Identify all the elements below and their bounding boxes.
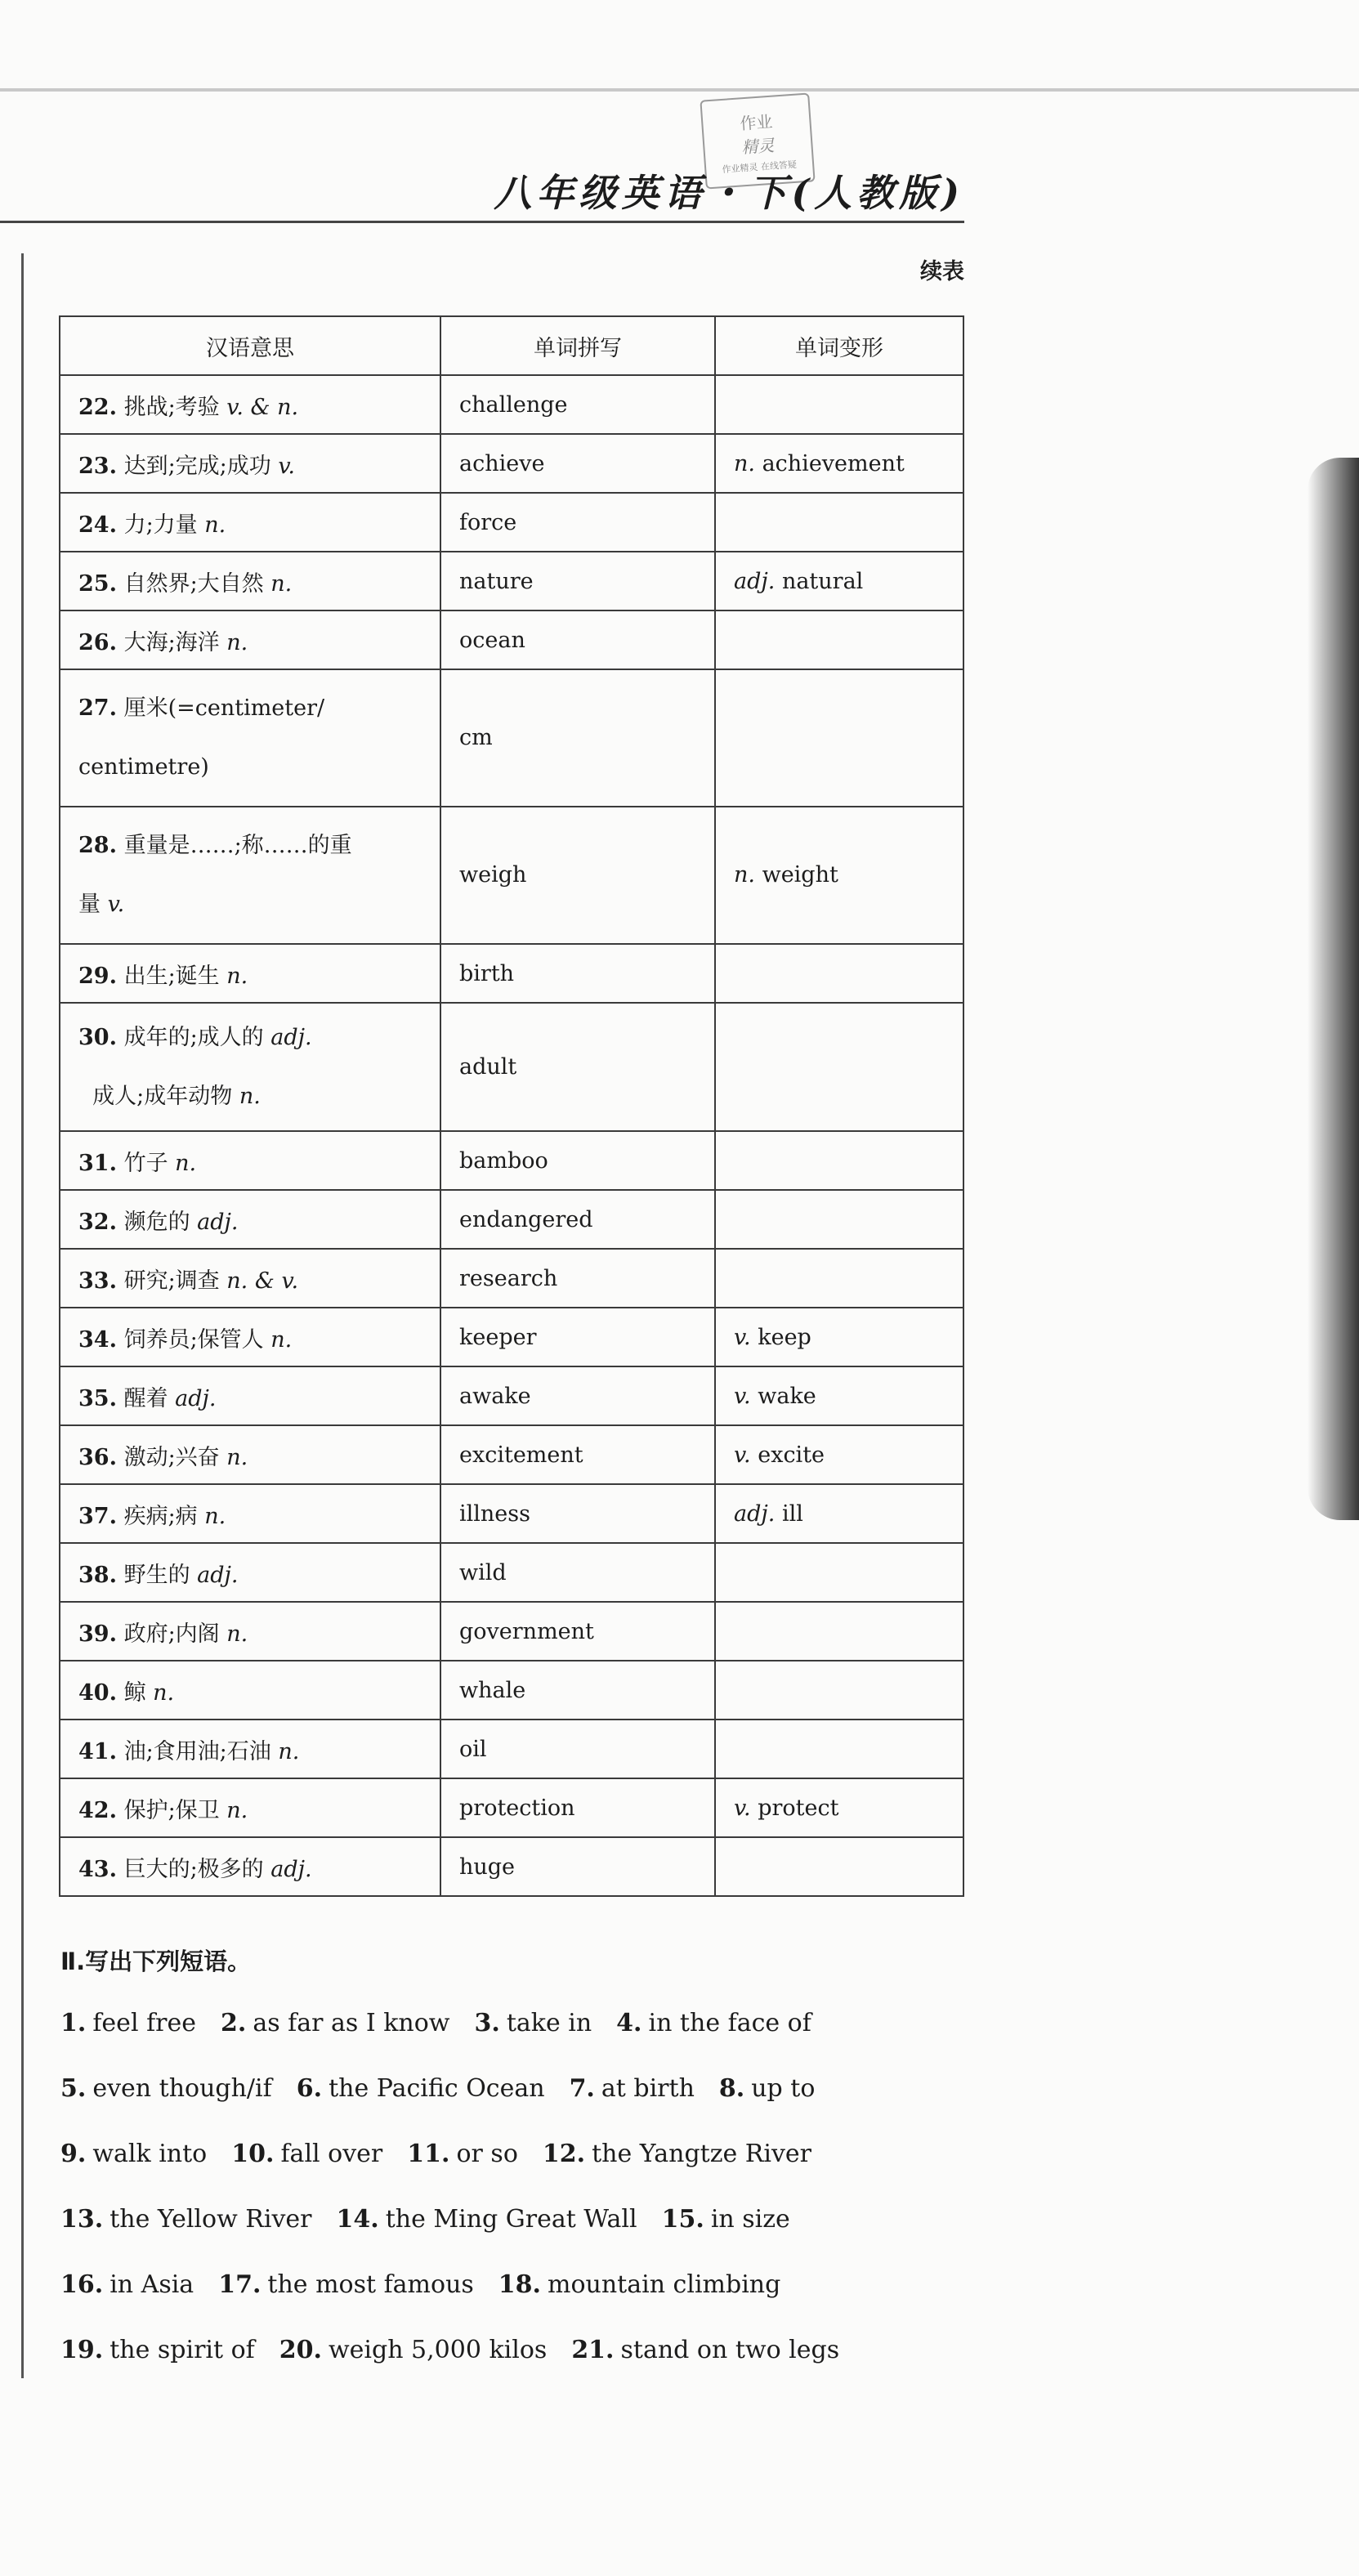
word-form: natural bbox=[781, 568, 864, 594]
phrase-number: 1. bbox=[60, 2009, 87, 2037]
chinese-meaning: 重量是……;称……的重 bbox=[123, 833, 352, 858]
phrase-text: the Ming Great Wall bbox=[385, 2205, 637, 2234]
meaning-cell bbox=[60, 1778, 440, 1837]
part-of-speech: n. bbox=[270, 570, 293, 597]
phrase-text: take in bbox=[506, 2009, 592, 2037]
phrase-number: 9. bbox=[60, 2140, 87, 2168]
part-of-speech: n. bbox=[278, 1738, 300, 1764]
phrase-item bbox=[221, 2009, 449, 2037]
phrase-number: 19. bbox=[60, 2336, 104, 2364]
chinese-meaning-cont: 量 bbox=[78, 892, 101, 917]
phrase-item bbox=[60, 2205, 312, 2234]
item-number: 23. bbox=[78, 453, 117, 479]
table-row bbox=[60, 1543, 963, 1602]
chinese-meaning: 出生;诞生 bbox=[123, 963, 220, 989]
form-part-of-speech: v. bbox=[734, 1442, 751, 1468]
table-row bbox=[60, 1661, 963, 1720]
chinese-meaning: 自然界;大自然 bbox=[123, 570, 264, 597]
phrase-item bbox=[543, 2140, 811, 2168]
left-margin-rule bbox=[21, 253, 24, 2378]
word-form-cell bbox=[715, 1366, 963, 1425]
meaning-cell bbox=[60, 669, 440, 807]
part-of-speech: adj. bbox=[197, 1209, 239, 1235]
table-row bbox=[60, 610, 963, 669]
item-number: 43. bbox=[78, 1856, 117, 1882]
chinese-meaning: 政府;内阁 bbox=[123, 1621, 220, 1647]
word-form-cell bbox=[715, 434, 963, 493]
phrase-item bbox=[60, 2270, 194, 2299]
phrase-number: 3. bbox=[474, 2009, 500, 2037]
phrase-number: 17. bbox=[218, 2270, 262, 2299]
meaning-cell bbox=[60, 552, 440, 610]
table-row bbox=[60, 1837, 963, 1896]
item-number: 40. bbox=[78, 1679, 117, 1706]
word-spelling-cell: achieve bbox=[440, 434, 715, 493]
chinese-meaning: 激动;兴奋 bbox=[123, 1444, 220, 1470]
phrase-number: 12. bbox=[542, 2140, 586, 2168]
phrase-text: the Yellow River bbox=[110, 2205, 312, 2234]
item-number: 25. bbox=[78, 570, 117, 597]
chinese-meaning: 大海;海洋 bbox=[123, 629, 220, 655]
chinese-meaning: 达到;完成;成功 bbox=[123, 453, 271, 479]
meaning-cell bbox=[60, 375, 440, 434]
phrase-text: the Pacific Ocean bbox=[329, 2074, 545, 2103]
word-spelling-cell: nature bbox=[440, 552, 715, 610]
form-part-of-speech: adj. bbox=[734, 1500, 776, 1527]
phrase-line bbox=[60, 2122, 968, 2187]
word-form-cell bbox=[715, 1131, 963, 1190]
phrase-text: mountain climbing bbox=[548, 2270, 781, 2299]
word-form-cell bbox=[715, 807, 963, 944]
chinese-meaning: 力;力量 bbox=[123, 512, 198, 538]
phrase-number: 13. bbox=[60, 2205, 104, 2234]
phrase-text: fall over bbox=[280, 2140, 383, 2168]
word-form-cell bbox=[715, 1543, 963, 1602]
phrase-number: 11. bbox=[407, 2140, 450, 2168]
chinese-meaning: 竹子 bbox=[123, 1150, 168, 1176]
form-part-of-speech: n. bbox=[734, 450, 755, 476]
phrase-line bbox=[60, 2318, 968, 2383]
meaning-cell bbox=[60, 807, 440, 944]
part-of-speech: adj. bbox=[270, 1024, 312, 1050]
item-number: 33. bbox=[78, 1268, 117, 1294]
phrase-number: 14. bbox=[336, 2205, 379, 2234]
chinese-meaning: 巨大的;极多的 bbox=[123, 1856, 264, 1882]
part-of-speech: n. bbox=[204, 1503, 226, 1529]
table-row bbox=[60, 1131, 963, 1190]
table-row bbox=[60, 944, 963, 1003]
phrase-number: 18. bbox=[498, 2270, 541, 2299]
word-form-cell bbox=[715, 1602, 963, 1661]
phrase-text: the spirit of bbox=[110, 2336, 255, 2364]
item-number: 22. bbox=[78, 394, 117, 420]
part-of-speech: n. bbox=[226, 1444, 248, 1470]
table-row bbox=[60, 493, 963, 552]
part-of-speech: n. bbox=[226, 963, 248, 989]
vocabulary-table bbox=[59, 315, 964, 1897]
part-of-speech: adj. bbox=[175, 1385, 217, 1411]
phrase-item bbox=[231, 2140, 382, 2168]
table-row bbox=[60, 1425, 963, 1484]
item-number: 29. bbox=[78, 963, 117, 989]
table-row bbox=[60, 375, 963, 434]
word-spelling-cell: research bbox=[440, 1249, 715, 1308]
part-of-speech: n. bbox=[175, 1150, 197, 1176]
table-row bbox=[60, 669, 963, 807]
meaning-cell bbox=[60, 1484, 440, 1543]
table-row bbox=[60, 1190, 963, 1249]
phrase-item bbox=[297, 2074, 545, 2103]
phrase-item bbox=[337, 2205, 637, 2234]
phrase-text: feel free bbox=[92, 2009, 197, 2037]
chinese-meaning: 醒着 bbox=[123, 1385, 168, 1411]
phrase-text: in Asia bbox=[110, 2270, 194, 2299]
word-form-cell bbox=[715, 375, 963, 434]
chinese-meaning: 成年的;成人的 bbox=[123, 1024, 264, 1050]
item-number: 42. bbox=[78, 1797, 117, 1823]
phrase-text: up to bbox=[751, 2074, 816, 2103]
phrase-text: walk into bbox=[92, 2140, 208, 2168]
chinese-meaning: 鲸 bbox=[123, 1679, 146, 1706]
phrase-item bbox=[498, 2270, 781, 2299]
word-spelling-cell: ocean bbox=[440, 610, 715, 669]
phrase-text: or so bbox=[456, 2140, 518, 2168]
word-spelling-cell: challenge bbox=[440, 375, 715, 434]
phrase-item bbox=[60, 2074, 272, 2103]
phrase-line bbox=[60, 2187, 968, 2252]
word-form-cell bbox=[715, 944, 963, 1003]
item-number: 34. bbox=[78, 1326, 117, 1353]
phrase-line bbox=[60, 1991, 968, 2056]
word-spelling-cell: force bbox=[440, 493, 715, 552]
phrase-text: at birth bbox=[601, 2074, 695, 2103]
table-row bbox=[60, 807, 963, 944]
phrase-item bbox=[218, 2270, 474, 2299]
word-form: wake bbox=[758, 1383, 816, 1409]
stamp-line-3: 作业精灵 在线答疑 bbox=[722, 159, 798, 175]
item-number: 28. bbox=[78, 833, 117, 858]
phrase-number: 6. bbox=[296, 2074, 323, 2103]
part-of-speech: adj. bbox=[270, 1856, 312, 1882]
phrase-item bbox=[719, 2074, 816, 2103]
form-part-of-speech: adj. bbox=[734, 568, 776, 594]
part-of-speech: n. bbox=[153, 1679, 175, 1706]
part-of-speech: n. bbox=[226, 1797, 248, 1823]
word-spelling-cell: protection bbox=[440, 1778, 715, 1837]
table-row bbox=[60, 1720, 963, 1778]
word-spelling-cell: oil bbox=[440, 1720, 715, 1778]
part-of-speech: adj. bbox=[197, 1562, 239, 1588]
word-form-cell bbox=[715, 1308, 963, 1366]
chinese-meaning-2: 成人;成年动物 bbox=[92, 1083, 233, 1109]
phrase-number: 5. bbox=[60, 2074, 87, 2103]
phrase-number: 10. bbox=[231, 2140, 275, 2168]
phrase-item bbox=[60, 2140, 207, 2168]
part-of-speech: n. & v. bbox=[226, 1268, 299, 1294]
phrase-number: 15. bbox=[661, 2205, 704, 2234]
meaning-cell bbox=[60, 1720, 440, 1778]
item-number: 39. bbox=[78, 1621, 117, 1647]
header-word-form: 单词变形 bbox=[715, 316, 963, 375]
phrase-item bbox=[570, 2074, 695, 2103]
meaning-cell bbox=[60, 610, 440, 669]
table-row bbox=[60, 1602, 963, 1661]
word-form-cell bbox=[715, 1661, 963, 1720]
phrase-answers bbox=[60, 1991, 968, 2383]
word-form: achievement bbox=[762, 450, 905, 476]
item-number: 27. bbox=[78, 695, 117, 721]
scan-edge-shadow bbox=[1308, 458, 1359, 1520]
part-of-speech: n. bbox=[226, 629, 248, 655]
word-spelling-cell: wild bbox=[440, 1543, 715, 1602]
table-row bbox=[60, 1003, 963, 1131]
meaning-cell bbox=[60, 1249, 440, 1308]
word-form: keep bbox=[758, 1324, 811, 1350]
word-form: weight bbox=[762, 862, 838, 888]
item-number: 24. bbox=[78, 512, 117, 538]
word-spelling-cell: birth bbox=[440, 944, 715, 1003]
word-form-cell bbox=[715, 1484, 963, 1543]
meaning-cell bbox=[60, 1602, 440, 1661]
word-form-cell bbox=[715, 1003, 963, 1131]
item-number: 35. bbox=[78, 1385, 117, 1411]
meaning-cell bbox=[60, 1661, 440, 1720]
word-spelling-cell: cm bbox=[440, 669, 715, 807]
word-form-cell bbox=[715, 1190, 963, 1249]
meaning-cell bbox=[60, 434, 440, 493]
table-row bbox=[60, 552, 963, 610]
part-of-speech: n. bbox=[270, 1326, 293, 1353]
item-number: 36. bbox=[78, 1444, 117, 1470]
word-form-cell bbox=[715, 1837, 963, 1896]
item-number: 37. bbox=[78, 1503, 117, 1529]
item-number: 38. bbox=[78, 1562, 117, 1588]
part-of-speech: v. bbox=[107, 892, 125, 917]
chinese-meaning: 疾病;病 bbox=[123, 1503, 198, 1529]
meaning-cell bbox=[60, 493, 440, 552]
meaning-cell bbox=[60, 1190, 440, 1249]
phrase-number: 16. bbox=[60, 2270, 104, 2299]
phrase-text: even though/if bbox=[92, 2074, 272, 2103]
phrase-number: 4. bbox=[616, 2009, 642, 2037]
item-number: 26. bbox=[78, 629, 117, 655]
table-header-row bbox=[60, 316, 963, 375]
word-spelling-cell: awake bbox=[440, 1366, 715, 1425]
word-spelling-cell: excitement bbox=[440, 1425, 715, 1484]
word-form: ill bbox=[781, 1500, 803, 1527]
stamp-line-2: 精灵 bbox=[740, 135, 776, 157]
part-of-speech: n. bbox=[226, 1621, 248, 1647]
meaning-cell bbox=[60, 1131, 440, 1190]
word-spelling-cell: endangered bbox=[440, 1190, 715, 1249]
word-spelling-cell: huge bbox=[440, 1837, 715, 1896]
phrase-text: the Yangtze River bbox=[592, 2140, 812, 2168]
word-spelling-cell: whale bbox=[440, 1661, 715, 1720]
item-number: 32. bbox=[78, 1209, 117, 1235]
item-number: 30. bbox=[78, 1024, 117, 1050]
meaning-cell bbox=[60, 1425, 440, 1484]
chinese-meaning-cont: centimetre) bbox=[78, 754, 209, 780]
meaning-cell bbox=[60, 1003, 440, 1131]
table-row bbox=[60, 1484, 963, 1543]
phrase-number: 2. bbox=[221, 2009, 247, 2037]
chinese-meaning: 保护;保卫 bbox=[123, 1797, 220, 1823]
header-rule bbox=[0, 221, 964, 223]
meaning-cell bbox=[60, 1308, 440, 1366]
chinese-meaning: 野生的 bbox=[123, 1562, 190, 1588]
part-of-speech: n. bbox=[204, 512, 226, 538]
continued-label: 续表 bbox=[920, 259, 964, 284]
phrase-line bbox=[60, 2056, 968, 2122]
chinese-meaning: 饲养员;保管人 bbox=[123, 1326, 264, 1353]
top-scan-rule bbox=[0, 88, 1359, 92]
item-number: 41. bbox=[78, 1738, 117, 1764]
meaning-cell bbox=[60, 1837, 440, 1896]
form-part-of-speech: v. bbox=[734, 1795, 751, 1821]
table-row bbox=[60, 1366, 963, 1425]
item-number: 31. bbox=[78, 1150, 117, 1176]
phrase-number: 7. bbox=[569, 2074, 595, 2103]
phrase-item bbox=[475, 2009, 592, 2037]
phrase-item bbox=[662, 2205, 790, 2234]
stamp-line-1: 作业 bbox=[739, 111, 774, 133]
phrase-item bbox=[571, 2336, 839, 2364]
part-of-speech: v. bbox=[278, 453, 296, 479]
header-spelling: 单词拼写 bbox=[440, 316, 715, 375]
phrase-text: as far as I know bbox=[253, 2009, 450, 2037]
chinese-meaning: 挑战;考验 bbox=[123, 394, 220, 420]
table-row bbox=[60, 434, 963, 493]
section-2-title: Ⅱ.写出下列短语。 bbox=[60, 1948, 252, 1975]
phrase-text: the most famous bbox=[267, 2270, 474, 2299]
word-spelling-cell: illness bbox=[440, 1484, 715, 1543]
form-part-of-speech: n. bbox=[734, 862, 755, 888]
chinese-meaning: 濒危的 bbox=[123, 1209, 190, 1235]
meaning-cell bbox=[60, 1543, 440, 1602]
form-part-of-speech: v. bbox=[734, 1324, 751, 1350]
word-form-cell bbox=[715, 552, 963, 610]
part-of-speech: v. & n. bbox=[226, 394, 299, 420]
meaning-cell bbox=[60, 1366, 440, 1425]
chinese-meaning: 研究;调查 bbox=[123, 1268, 220, 1294]
phrase-item bbox=[60, 2009, 196, 2037]
form-part-of-speech: v. bbox=[734, 1383, 751, 1409]
phrase-number: 21. bbox=[571, 2336, 615, 2364]
word-form: protect bbox=[758, 1795, 839, 1821]
chinese-meaning: 厘米(=centimeter/ bbox=[123, 695, 325, 721]
word-form-cell bbox=[715, 1425, 963, 1484]
word-form: excite bbox=[758, 1442, 825, 1468]
header-meaning: 汉语意思 bbox=[60, 316, 440, 375]
word-form-cell bbox=[715, 1249, 963, 1308]
part-of-speech-2: n. bbox=[239, 1083, 261, 1109]
phrase-item bbox=[616, 2009, 811, 2037]
word-spelling-cell: keeper bbox=[440, 1308, 715, 1366]
word-spelling-cell: adult bbox=[440, 1003, 715, 1131]
phrase-number: 20. bbox=[279, 2336, 322, 2364]
word-form-cell bbox=[715, 493, 963, 552]
chinese-meaning: 油;食用油;石油 bbox=[123, 1738, 271, 1764]
phrase-text: in size bbox=[710, 2205, 790, 2234]
phrase-text: in the face of bbox=[648, 2009, 811, 2037]
word-form-cell bbox=[715, 610, 963, 669]
phrase-text: weigh 5,000 kilos bbox=[328, 2336, 548, 2364]
word-form-cell bbox=[715, 1720, 963, 1778]
phrase-item bbox=[407, 2140, 518, 2168]
word-spelling-cell: bamboo bbox=[440, 1131, 715, 1190]
word-spelling-cell: weigh bbox=[440, 807, 715, 944]
phrase-line bbox=[60, 2252, 968, 2318]
phrase-number: 8. bbox=[718, 2074, 745, 2103]
phrase-item bbox=[60, 2336, 255, 2364]
phrase-text: stand on two legs bbox=[620, 2336, 840, 2364]
table-row bbox=[60, 1249, 963, 1308]
phrase-item bbox=[279, 2336, 548, 2364]
meaning-cell bbox=[60, 944, 440, 1003]
table-row bbox=[60, 1308, 963, 1366]
word-form-cell bbox=[715, 669, 963, 807]
word-form-cell bbox=[715, 1778, 963, 1837]
word-spelling-cell: government bbox=[440, 1602, 715, 1661]
table-row bbox=[60, 1778, 963, 1837]
book-title: 八年级英语・下(人教版) bbox=[494, 171, 964, 215]
